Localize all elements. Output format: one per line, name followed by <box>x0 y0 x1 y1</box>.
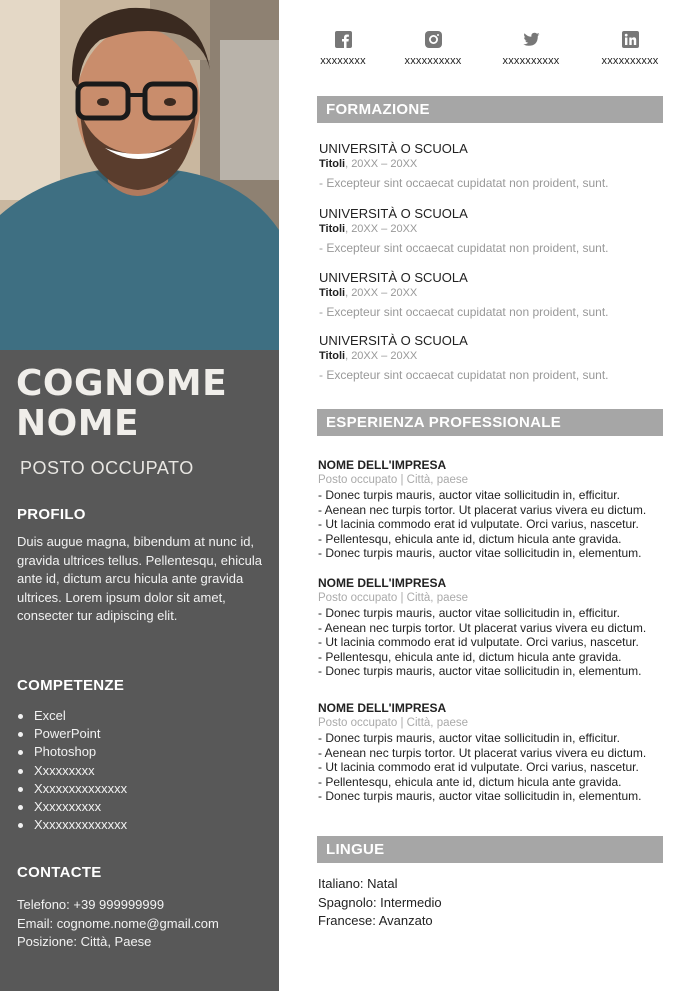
job-role: Posto occupato | Città, paese <box>318 474 469 486</box>
experience-entry <box>318 458 678 561</box>
education-entry <box>319 270 664 320</box>
school-name: UNIVERSITÀ O SCUOLA <box>319 206 468 221</box>
degree-label: Titoli <box>319 350 346 362</box>
instagram-icon <box>425 31 442 48</box>
degree-label: Titoli <box>319 158 346 170</box>
first-name: NOME <box>16 403 140 444</box>
language-item: Italiano: Natal <box>318 876 398 891</box>
experience-bullet: - Donec turpis mauris, auctor vitae sollicitudin in, efficitur. <box>318 606 620 620</box>
education-entry <box>319 333 664 383</box>
experience-bullet: - Donec turpis mauris, auctor vitae sollicitudin in, efficitur. <box>318 731 620 745</box>
job-role: Posto occupato | Città, paese <box>318 592 469 604</box>
degree-dates: , 20XX – 20XX <box>345 158 418 170</box>
twitter-icon <box>523 31 540 48</box>
company-name: NOME DELL'IMPRESA <box>318 701 447 715</box>
experience-bullet: - Pellentesqu, ehicula ante id, dictum hicula ante gravida. <box>318 531 622 546</box>
education-entry <box>319 141 664 191</box>
twitter-handle: xxxxxxxxxx <box>502 55 560 67</box>
degree-dates: , 20XX – 20XX <box>345 223 418 235</box>
contacts-heading: CONTACTE <box>17 864 102 881</box>
experience-bullets <box>318 488 678 561</box>
skill-item: Xxxxxxxxxx <box>17 798 127 816</box>
facebook-handle: xxxxxxxx <box>320 55 366 67</box>
language-item: Spagnolo: Intermedio <box>318 894 442 910</box>
social-linkedin[interactable] <box>595 31 665 67</box>
experience-bullet: - Ut lacinia commodo erat id vulputate. Orci varius, nascetur. <box>318 517 639 531</box>
languages-heading: LINGUE <box>317 836 663 863</box>
experience-bullet: - Ut lacinia commodo erat id vulputate. Orci varius, nascetur. <box>318 760 639 774</box>
degree-dates: , 20XX – 20XX <box>345 287 418 299</box>
person-name <box>16 364 271 444</box>
experience-bullet: - Donec turpis mauris, auctor vitae sollicitudin in, elementum. <box>318 789 642 803</box>
education-description: - Excepteur sint occaecat cupidatat non proident, sunt. <box>319 176 609 190</box>
school-name: UNIVERSITÀ O SCUOLA <box>319 270 468 285</box>
profile-heading: PROFILO <box>17 506 86 523</box>
education-description: - Excepteur sint occaecat cupidatat non proident, sunt. <box>319 241 609 255</box>
skill-item: Xxxxxxxxxxxxxx <box>17 816 127 834</box>
education-description: - Excepteur sint occaecat cupidatat non proident, sunt. <box>319 305 609 319</box>
education-description: - Excepteur sint occaecat cupidatat non proident, sunt. <box>319 368 609 382</box>
skills-heading: COMPETENZE <box>17 677 125 694</box>
experience-bullet: - Donec turpis mauris, auctor vitae sollicitudin in, elementum. <box>318 546 642 560</box>
experience-bullets <box>318 606 678 679</box>
skills-list <box>17 707 127 834</box>
social-facebook[interactable] <box>312 31 374 67</box>
degree-line <box>319 222 664 236</box>
contact-location: Posizione: Città, Paese <box>17 934 152 949</box>
experience-bullet: - Ut lacinia commodo erat id vulputate. Orci varius, nascetur. <box>318 635 639 649</box>
social-links <box>312 31 672 76</box>
degree-line <box>319 349 664 363</box>
school-name: UNIVERSITÀ O SCUOLA <box>319 333 468 348</box>
company-name: NOME DELL'IMPRESA <box>318 458 447 472</box>
experience-entry <box>318 576 678 679</box>
social-twitter[interactable] <box>496 31 566 67</box>
experience-heading: ESPERIENZA PROFESSIONALE <box>317 409 663 436</box>
degree-label: Titoli <box>319 223 346 235</box>
education-entry <box>319 206 664 256</box>
surname: COGNOME <box>16 363 228 404</box>
social-instagram[interactable] <box>398 31 468 67</box>
contacts-block <box>17 896 219 952</box>
experience-entry <box>318 701 678 804</box>
languages-list <box>318 875 442 931</box>
linkedin-icon <box>622 31 639 48</box>
facebook-icon <box>335 31 352 48</box>
skill-item: Excel <box>17 707 127 725</box>
contact-phone: Telefono: +39 999999999 <box>17 897 165 912</box>
profile-text: Duis augue magna, bibendum at nunc id, gravida ultrices tellus. Pellentesqu, ehicula ante id, dictum arcu hicula ante gravida ultrices. Lorem ipsum dolor sit amet, consecter tur adipiscing elit. <box>17 534 262 623</box>
job-position: POSTO OCCUPATO <box>20 458 194 478</box>
skill-item: PowerPoint <box>17 725 127 743</box>
experience-bullet: - Aenean nec turpis tortor. Ut placerat varius vivera eu dictum. <box>318 502 647 517</box>
education-heading: FORMAZIONE <box>317 96 663 123</box>
degree-line <box>319 157 664 171</box>
degree-line <box>319 286 664 300</box>
profile-photo <box>0 0 279 350</box>
experience-bullet: - Aenean nec turpis tortor. Ut placerat varius vivera eu dictum. <box>318 620 647 635</box>
skill-item: Xxxxxxxxx <box>17 762 127 780</box>
degree-dates: , 20XX – 20XX <box>345 350 418 362</box>
school-name: UNIVERSITÀ O SCUOLA <box>319 141 468 156</box>
experience-bullet: - Pellentesqu, ehicula ante id, dictum hicula ante gravida. <box>318 649 622 664</box>
linkedin-handle: xxxxxxxxxx <box>601 55 659 67</box>
job-role: Posto occupato | Città, paese <box>318 717 469 729</box>
experience-bullet: - Donec turpis mauris, auctor vitae sollicitudin in, elementum. <box>318 664 642 678</box>
skill-item: Photoshop <box>17 743 127 761</box>
language-item: Francese: Avanzato <box>318 913 433 928</box>
sidebar <box>0 0 279 991</box>
experience-bullet: - Pellentesqu, ehicula ante id, dictum hicula ante gravida. <box>318 774 622 789</box>
contact-email[interactable]: Email: cognome.nome@gmail.com <box>17 915 219 931</box>
skill-item: Xxxxxxxxxxxxxx <box>17 780 127 798</box>
experience-bullet: - Aenean nec turpis tortor. Ut placerat varius vivera eu dictum. <box>318 745 647 760</box>
experience-bullet: - Donec turpis mauris, auctor vitae sollicitudin in, efficitur. <box>318 488 620 502</box>
company-name: NOME DELL'IMPRESA <box>318 576 447 590</box>
degree-label: Titoli <box>319 287 346 299</box>
experience-bullets <box>318 731 678 804</box>
instagram-handle: xxxxxxxxxx <box>404 55 462 67</box>
